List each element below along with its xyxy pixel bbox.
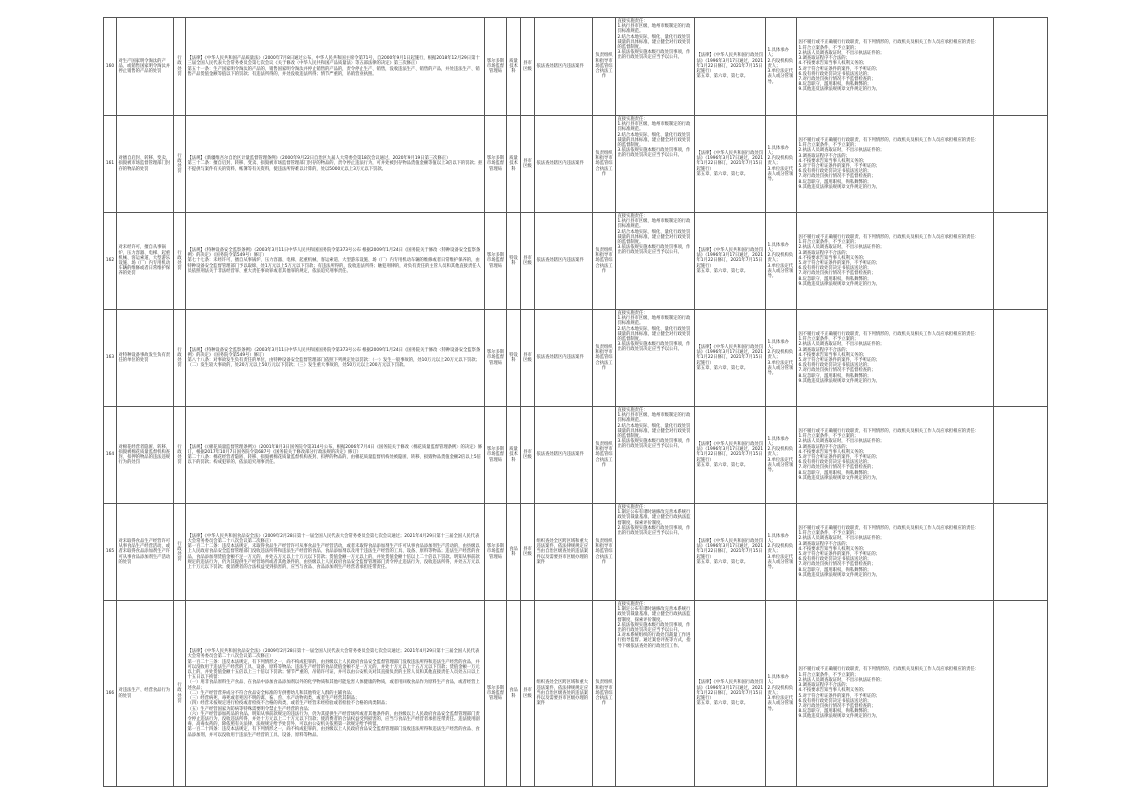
responsibility-cell: 直接实施责任： 1.执行县市区级、地州市级制定的行政罚标准规范。 2.结合本地实际，细化、量化行政处罚裁量的具体标准，建立健全对行政处罚的监督制度。 3.依法依规实施本级行政处罚事项，作出的行政处罚决定应当予以公开。 [616, 213, 695, 310]
category-cell: 行政处罚 [174, 310, 186, 407]
item-name-cell: 对违法生产、经营食品行为的处罚 [117, 601, 174, 787]
table-body [104, 18, 1048, 787]
level-cell: 县市区级 [521, 213, 535, 310]
table-row [104, 213, 1048, 310]
responsible-subject-cell: 1.具体承办人； 2.内设机构负责人； 3.单位法定代表人或分管领导。 [766, 504, 797, 601]
duty-cell: 负责组织和指导市场监管综合执法工作 [593, 18, 616, 116]
duty-cell: 负责组织和指导市场监管综合执法工作 [593, 407, 616, 504]
responsible-subject-cell: 1.具体承办人； 2.内设机构负责人； 3.单位法定代表人或分管领导。 [766, 116, 797, 213]
accountability-law-cell: 【法律】《中华人民共和国行政处罚法》（1996年3月17日通过，2021年1月22日修订，2021年7月15日起施行） 第五章、第六章、第七章。 [695, 310, 766, 407]
accountability-law-cell: 【法律】《中华人民共和国行政处罚法》（1996年3月17日通过，2021年1月22日修订，2021年7月15日起施行） 第五章、第六章、第七章。 [695, 213, 766, 310]
accountability-cell: 因不履行或不正确履行行政职责，有下列情形的，行政机关及相关工作人员应承担相应的责任： 1.符合立案条件，不予立案的； 2.执法人员调查取证时，不出示执法证件的； 3.调查取证程序不合法的； 4.不按要求告知当事人权利义务的； 5.对于符合听证条件的案件，不予听证的； 6.没有将行政处罚决定书依法送达的； 7.对行政处罚执行情况不予监督检查的； 8.玩忽职守，滥用职权，徇私舞弊的； 9.其他违反法律法规规章文件规定的行为。 [797, 213, 994, 310]
scope-cell: 依法查处辖区内违法案件 [535, 213, 593, 310]
responsible-subject-cell: 1.具体承办人； 2.内设机构负责人； 3.单位法定代表人或分管领导。 [766, 18, 797, 116]
department-cell: 质量技术科 [507, 18, 521, 116]
implementing-subject-cell: 鄂尔多斯市场监督管理局 [485, 18, 507, 116]
responsibility-cell: 直接实施责任： 1.制定公布有诸时通修改完善本系统行政处罚裁量基准，建立健全行政执法监督制度，探索评价制度。 2.依法依规实施本级行政处罚事项，作出的行政处罚决定应当予以公开。 3.对本系统组织的行政处罚裁量工作进行指导监督。通过案卷评查等方式，指导下级依法查处的行政处罚工作。 [616, 601, 695, 787]
table-row [104, 116, 1048, 213]
row-number-cell: 164 [104, 407, 117, 504]
category-cell: 行政处罚 [174, 504, 186, 601]
implementing-subject-cell: 鄂尔多斯市场监督管理局 [485, 310, 507, 407]
duty-cell: 负责组织和指导市场监管综合执法工作 [593, 213, 616, 310]
implementing-subject-cell: 鄂尔多斯市场监督管理局 [485, 213, 507, 310]
row-number-cell: 165 [104, 504, 117, 601]
remarks-cell [994, 116, 1048, 213]
level-cell: 县市区级 [521, 310, 535, 407]
department-cell: 食品科 [507, 601, 521, 787]
remarks-cell [994, 18, 1048, 116]
duty-cell: 负责组织和指导市场监管综合执法工作 [593, 310, 616, 407]
scope-cell: 依法查处辖区内违法案件 [535, 116, 593, 213]
legal-basis-cell: 【法规】《新疆维吾尔自治区计量监督管理条例》（2000年9月22日自治区九届人大常委会第18次会议通过，2020年9月19日第三次修正） 第三十二条：擅自启封、转移、变卖、损毁被市场监督管理部门封存的物品的，责令停止违法行为，可并处被封存物品货值金额等值以上3倍以下的罚款；拒不提供与案件有关的资料、帐簿等有关资料，使违法所得难以计算的，处以5000元以上3万元以下罚款。 [186, 116, 485, 213]
accountability-law-cell: 【法律】《中华人民共和国行政处罚法》（1996年3月17日通过，2021年1月22日修订，2021年7月15日起施行） 第五章、第六章、第七章。 [695, 407, 766, 504]
accountability-law-cell: 【法律】《中华人民共和国行政处罚法》（1996年3月17日通过，2021年1月22日修订，2021年7月15日起施行） 第五章、第六章、第七章。 [695, 116, 766, 213]
responsibility-cell: 直接实施责任： 1.制定公布有诸时通修改完善本系统行政处罚裁量基准，建立健全行政执法监督制度，探索评价制度。 2.依法依规实施本级行政处罚事项，作出的行政处罚决定应当予以公开。 [616, 504, 695, 601]
implementing-subject-cell: 鄂尔多斯市场监督管理局 [485, 116, 507, 213]
department-cell: 质量技术科 [507, 116, 521, 213]
scope-cell: 依法查处辖区内违法案件 [535, 407, 593, 504]
level-cell: 县市区级 [521, 116, 535, 213]
table-row [104, 407, 1048, 504]
legal-basis-cell: 【法规】《《棉花质量监督管理条例》》（2001年8月3日国务院令第314号公布，根据2006年7月4日《国务院关于修改〈棉花质量监督管理条例〉的决定》修订，根据2017年10月7日国务院令第687号《国务院关于修改部分行政法规的决定》修订） 第二十八条：棉花经营者隐匿、转移、损毁被棉花质量监督机构查封、扣押的物品的，由棉花质量监督机构处被隐匿、转移、损毁物品货值金额2倍以上5倍以下的罚款；构成犯罪的，依法追究刑事责任。 [186, 407, 485, 504]
row-number-cell: 161 [104, 116, 117, 213]
accountability-cell: 因不履行或不正确履行行政职责，有下列情形的，行政机关及相关工作人员应承担相应的责任： 1.符合立案条件，不予立案的； 2.执法人员调查取证时，不出示执法证件的； 3.调查取证程序不合法的； 4.不按要求告知当事人权利义务的； 5.对于符合听证条件的案件，不予听证的； 6.没有将行政处罚决定书依法送达的； 7.对行政处罚执行情况不予监督检查的； 8.玩忽职守，滥用职权，徇私舞弊的； 9.其他违反法律法规规章文件规定的行为。 [797, 504, 994, 601]
accountability-cell: 因不履行或不正确履行行政职责，有下列情形的，行政机关及相关工作人员应承担相应的责任： 1.符合立案条件，不予立案的； 2.执法人员调查取证时，不出示执法证件的； 3.调查取证程序不合法的； 4.不按要求告知当事人权利义务的； 5.对于符合听证条件的案件，不予听证的； 6.没有将行政处罚决定书依法送达的； 7.对行政处罚执行情况不予监督检查的； 8.玩忽职守，滥用职权，徇私舞弊的； 9.其他违反法律法规规章文件规定的行为。 [797, 18, 994, 116]
department-cell: 特设科 [507, 213, 521, 310]
duty-cell: 负责组织和指导市场监管综合执法工作 [593, 116, 616, 213]
scope-cell: 组织查处全区跨区域和重大违法案件，依法律规规定应当由自治区级查处的违法案件以及需要县市区级办理的案件 [535, 504, 593, 601]
accountability-cell: 因不履行或不正确履行行政职责，有下列情形的，行政机关及相关工作人员应承担相应的责任： 1.符合立案条件，不予立案的； 2.执法人员调查取证时，不出示执法证件的； 3.调查取证程序不合法的； 4.不按要求告知当事人权利义务的； 5.对于符合听证条件的案件，不予听证的； 6.没有将行政处罚决定书依法送达的； 7.对行政处罚执行情况不予监督检查的； 8.玩忽职守，滥用职权，徇私舞弊的； 9.其他违反法律法规规章文件规定的行为。 [797, 310, 994, 407]
accountability-cell: 因不履行或不正确履行行政职责，有下列情形的，行政机关及相关工作人员应承担相应的责任： 1.符合立案条件，不予立案的； 2.执法人员调查取证时，不出示执法证件的； 3.调查取证程序不合法的； 4.不按要求告知当事人权利义务的； 5.对于符合听证条件的案件，不予听证的； 6.没有将行政处罚决定书依法送达的； 7.对行政处罚执行情况不予监督检查的； 8.玩忽职守，滥用职权，徇私舞弊的； 9.其他违反法律法规规章文件规定的行为。 [797, 407, 994, 504]
accountability-law-cell: 【法律】《中华人民共和国行政处罚法》（1996年3月17日通过，2021年1月22日修订，2021年7月15日起施行） 第五章、第六章、第七章。 [695, 601, 766, 787]
department-cell: 食品科 [507, 504, 521, 601]
legal-basis-cell: 【法律】《中华人民共和国食品安全法》（2009年2月28日第十一届全国人民代表大会常务委员会第七次会议通过；2021年4月29日第十三届全国人民代表大会常务委员会第二十八次会议第二次修正） 第一百二十二条：违反本法规定，未取得食品生产经营许可从事食品生产经营活动，或者未取得食品添加剂生产许可从事食品添加剂生产活动的，由县级以上人民政府食品安全监督管理部门没收违法所得和违法生产经营的食品、食品添加剂以及用于违法生产经营的工具、设备、原料等物品；违法生产经营的食品、食品添加剂货值金额不足一万元的，并处五万元以上十万元以下罚款；货值金额一万元以上的，并处货值金额十倍以上二十倍以下罚款。明知从事前款规定的违法行为，仍为其提供生产经营场所或者其他条件的，由县级以上人民政府食品安全监督管理部门责令停止违法行为，没收违法所得，并处五万元以上十万元以下罚款；使消费者的合法权益受到损害的，应当与食品、食品添加剂生产经营者承担连带责任。 [186, 504, 485, 601]
level-cell: 县市区级 [521, 18, 535, 116]
table-row [104, 504, 1048, 601]
accountability-law-cell: 【法律】《中华人民共和国行政处罚法》（1996年3月17日通过，2021年1月22日修订，2021年7月15日起施行） 第五章、第六章、第七章。 [695, 504, 766, 601]
duty-cell: 负责组织和指导市场监管综合执法工作 [593, 504, 616, 601]
remarks-cell [994, 213, 1048, 310]
duty-cell: 负责组织和指导市场监管综合执法工作 [593, 601, 616, 787]
accountability-cell: 因不履行或不正确履行行政职责，有下列情形的，行政机关及相关工作人员应承担相应的责任： 1.符合立案条件，不予立案的； 2.执法人员调查取证时，不出示执法证件的； 3.调查取证程序不合法的； 4.不按要求告知当事人权利义务的； 5.对于符合听证条件的案件，不予听证的； 6.没有将行政处罚决定书依法送达的； 7.对行政处罚执行情况不予监督检查的； 8.玩忽职守，滥用职权，徇私舞弊的； 9.其他违反法律法规规章文件规定的行为。 [797, 116, 994, 213]
legal-basis-cell: 【法规】《特种设备安全监察条例》（2003年3月11日中华人民共和国国务院令第373号公布 根据2009年1月24日《国务院关于修改〈特种设备安全监察条例〉的决定》（国务院令第549号）修订） 第八十八条：对事故发生负有责任的单位，由特种设备安全监督管理部门依照下列规定处以罚款：（一）发生一般事故的，处10万元以上20万元以下罚款；（二）发生较大事故的，处20万元以上50万元以下罚款；（三）发生重大事故的，处50万元以上200万元以下罚款。 [186, 310, 485, 407]
table-row [104, 310, 1048, 407]
row-number-cell: 163 [104, 310, 117, 407]
remarks-cell [994, 504, 1048, 601]
department-cell: 质量技术科 [507, 407, 521, 504]
power-list-sheet [103, 17, 1047, 787]
responsibility-cell: 直接实施责任： 1.执行县市区级、地州市级制定的行政罚标准规范。 2.结合本地实际，细化、量化行政处罚裁量的具体标准，建立健全对行政处罚的监督制度。 3.依法依规实施本级行政处罚事项，作出的行政处罚决定应当予以公开。 [616, 407, 695, 504]
responsibility-cell: 直接实施责任： 1.执行县市区级、地州市级制定的行政罚标准规范。 2.结合本地实际，细化、量化行政处罚裁量的具体标准，建立健全对行政处罚的监督制度。 3.依法依规实施本级行政处罚事项，作出的行政处罚决定应当予以公开。 [616, 310, 695, 407]
row-number-cell: 166 [104, 601, 117, 787]
implementing-subject-cell: 鄂尔多斯市场监督管理局 [485, 407, 507, 504]
responsibility-cell: 直接实施责任： 1.执行县市区级、地州市级制定的行政罚标准规范。 2.结合本地实际，细化、量化行政处罚裁量的具体标准，建立健全对行政处罚的监督制度。 3.依法依规实施本级行政处罚事项，作出的行政处罚决定应当予以公开。 [616, 116, 695, 213]
responsible-subject-cell: 1.具体承办人； 2.内设机构负责人； 3.单位法定代表人或分管领导。 [766, 407, 797, 504]
item-name-cell: 对特种设备事故发生负有责任的单位的处罚 [117, 310, 174, 407]
level-cell: 县市区级 [521, 504, 535, 601]
accountability-law-cell: 【法律】《中华人民共和国行政处罚法》（1996年3月17日通过，2021年1月22日修订，2021年7月15日起施行） 第五章、第六章、第七章。 [695, 18, 766, 116]
item-name-cell: 对擅自启封、转移、变卖、损毁被市场监督管理部门封存的物品的处罚 [117, 116, 174, 213]
category-cell: 行政处罚 [174, 18, 186, 116]
legal-basis-cell: 【法律】《中华人民共和国产品质量法》（2000年7月8日通过公布，中华人民共和国主席令第71号，自2000年9月1日起施行，根据2018年12月29日第十三届全国人民代表大会常务委员会第七次会议《关于修改〈中华人民共和国产品质量法〉等五部法律的决定》第三次修正） 第五十一条：生产国家明令淘汰的产品的，销售国家明令淘汰并停止销售的产品的，责令停止生产、销售，没收违法生产、销售的产品，并处违法生产、销售产品货值金额等值以下的罚款；有违法所得的，并处没收违法所得；情节严重的，吊销营业执照。 [186, 18, 485, 116]
row-number-cell: 162 [104, 213, 117, 310]
row-number-cell: 160 [104, 18, 117, 116]
legal-basis-cell: 【法律】《中华人民共和国食品安全法》（2009年2月28日第十一届全国人民代表大会常务委员会第七次会议通过；2021年4月29日第十三届全国人民代表大会常务委员会第二十八次会议第二次修正） 第一百二十三条：违反本法规定，有下列情形之一，尚不构成犯罪的，由县级以上人民政府食品安全监督管理部门没收违法所得和违法生产经营的食品，并可以没收用于违法生产经营的工具、设备、原料等物品；违法生产经营的食品货值金额不足一万元的，并处十万元以上十五万元以下罚款；货值金额一万元以上的，并处货值金额十五倍以上三十倍以下罚款；情节严重的，吊销许可证，并可以由公安机关对其直接负责的主管人员和其他直接责任人员处五日以上十五日以下拘留： （一）用非食品原料生产食品、在食品中添加食品添加剂以外的化学物质和其他可能危害人体健康的物质，或者用回收食品作为原料生产食品，或者经营上述食品； （二）生产经营营养成分不符合食品安全标准的专供婴幼儿和其他特定人群的主辅食品； （三）经营病死、毒死或者死因不明的禽、畜、兽、水产动物肉类，或者生产经营其制品； （四）经营未按规定进行检疫或者检疫不合格的肉类，或者生产经营未经检验或者检验不合格的肉类制品； （五）生产经营国家为防病等特殊需要明令禁止生产经营的食品； （六）生产经营添加药品的食品。明知从事前款规定的违法行为，仍为其提供生产经营场所或者其他条件的，由县级以上人民政府食品安全监督管理部门责令停止违法行为，没收违法所得，并处十万元以上二十万元以下罚款；使消费者的合法权益受到损害的，应当与食品生产经营者承担连带责任。违法使用剧毒、高毒农药的，除依照有关法律、法规规定给予处罚外，可以由公安机关依照第一款规定给予拘留。 第一百二十四条：违反本法规定，有下列情形之一，尚不构成犯罪的，由县级以上人民政府食品安全监督管理部门没收违法所得和违法生产经营的食品、食品添加剂，并可以没收用于违法生产经营的工具、设备、原料等物品。 [186, 601, 485, 787]
category-cell: 行政处罚 [174, 213, 186, 310]
implementing-subject-cell: 鄂尔多斯市场监督管理局 [485, 504, 507, 601]
responsible-subject-cell: 1.具体承办人； 2.内设机构负责人； 3.单位法定代表人或分管领导。 [766, 213, 797, 310]
level-cell: 县市区级 [521, 407, 535, 504]
level-cell: 县市区级 [521, 601, 535, 787]
table-row [104, 601, 1048, 787]
scope-cell: 组织查处全区跨区域和重大违法案件，依法律规规定应当由自治区级查处的违法案件以及需要县市区级办理的案件 [535, 601, 593, 787]
responsibility-cell: 直接实施责任： 1.执行县市区级、地州市级制定的行政罚标准规范。 2.结合本地实际，细化、量化行政处罚裁量的具体标准，建立健全对行政处罚的监督制度。 3.依法依规实施本级行政处罚事项，作出的行政处罚决定应当予以公开。 [616, 18, 695, 116]
implementing-subject-cell: 鄂尔多斯市场监督管理局 [485, 601, 507, 787]
remarks-cell [994, 407, 1048, 504]
scope-cell: 依法查处辖区内违法案件 [535, 18, 593, 116]
table-row [104, 18, 1048, 116]
responsible-subject-cell: 1.具体承办人； 2.内设机构负责人； 3.单位法定代表人或分管领导。 [766, 601, 797, 787]
accountability-cell: 因不履行或不正确履行行政职责，有下列情形的，行政机关及相关工作人员应承担相应的责任： 1.符合立案条件，不予立案的； 2.执法人员调查取证时，不出示执法证件的； 3.调查取证程序不合法的； 4.不按要求告知当事人权利义务的； 5.对于符合听证条件的案件，不予听证的； 6.没有将行政处罚决定书依法送达的； 7.对行政处罚执行情况不予监督检查的； 8.玩忽职守，滥用职权，徇私舞弊的； 9.其他违反法律法规规章文件规定的行为。 [797, 601, 994, 787]
remarks-cell [994, 310, 1048, 407]
category-cell: 行政处罚 [174, 407, 186, 504]
scope-cell: 依法查处辖区内违法案件 [535, 310, 593, 407]
department-cell: 特设科 [507, 310, 521, 407]
responsible-subject-cell: 1.具体承办人； 2.内设机构负责人； 3.单位法定代表人或分管领导。 [766, 310, 797, 407]
item-name-cell: 对未经许可，擅自从事锅炉、压力容器、电梯、起重机械、客运索道、大型游乐设施、场（厂）内专用机动车辆的维修或者日常维护保养的处罚 [117, 213, 174, 310]
legal-basis-cell: 【法规】《特种设备安全监察条例》（2003年3月11日中华人民共和国国务院令第373号公布 根据2009年1月24日《国务院关于修改〈特种设备安全监察条例〉的决定》（国务院令第549号）修订） 第七十七条：未经许可，擅自从事锅炉、压力容器、电梯、起重机械、客运索道、大型游乐设施、场（厂）内专用机动车辆的维修或者日常维护保养的，由特种设备安全监督管理部门予以取缔，处1万元以上5万元以下罚款；有违法所得的，没收违法所得；触犯刑律的，对负有责任的主管人员和其他直接责任人员依照刑法关于非法经营罪、重大责任事故罪或者其他罪的规定，依法追究刑事责任。 [186, 213, 485, 310]
category-cell: 行政处罚 [174, 116, 186, 213]
remarks-cell [994, 601, 1048, 787]
category-cell: 行政处罚 [174, 601, 186, 787]
item-name-cell: 对未取得食品生产经营许可从事食品生产经营活动，或者未取得食品添加剂生产许可从事食品添加剂生产活动的处罚 [117, 504, 174, 601]
item-name-cell: 对生产国家明令淘汰的产品、或销售国家明令淘汰并停止销售的产品的处罚 [117, 18, 174, 116]
power-list-table [103, 17, 1048, 787]
item-name-cell: 对棉花经营者隐匿、转移、损毁被棉花质量监督机构查封、扣押的物品的违法违规行为的处罚 [117, 407, 174, 504]
